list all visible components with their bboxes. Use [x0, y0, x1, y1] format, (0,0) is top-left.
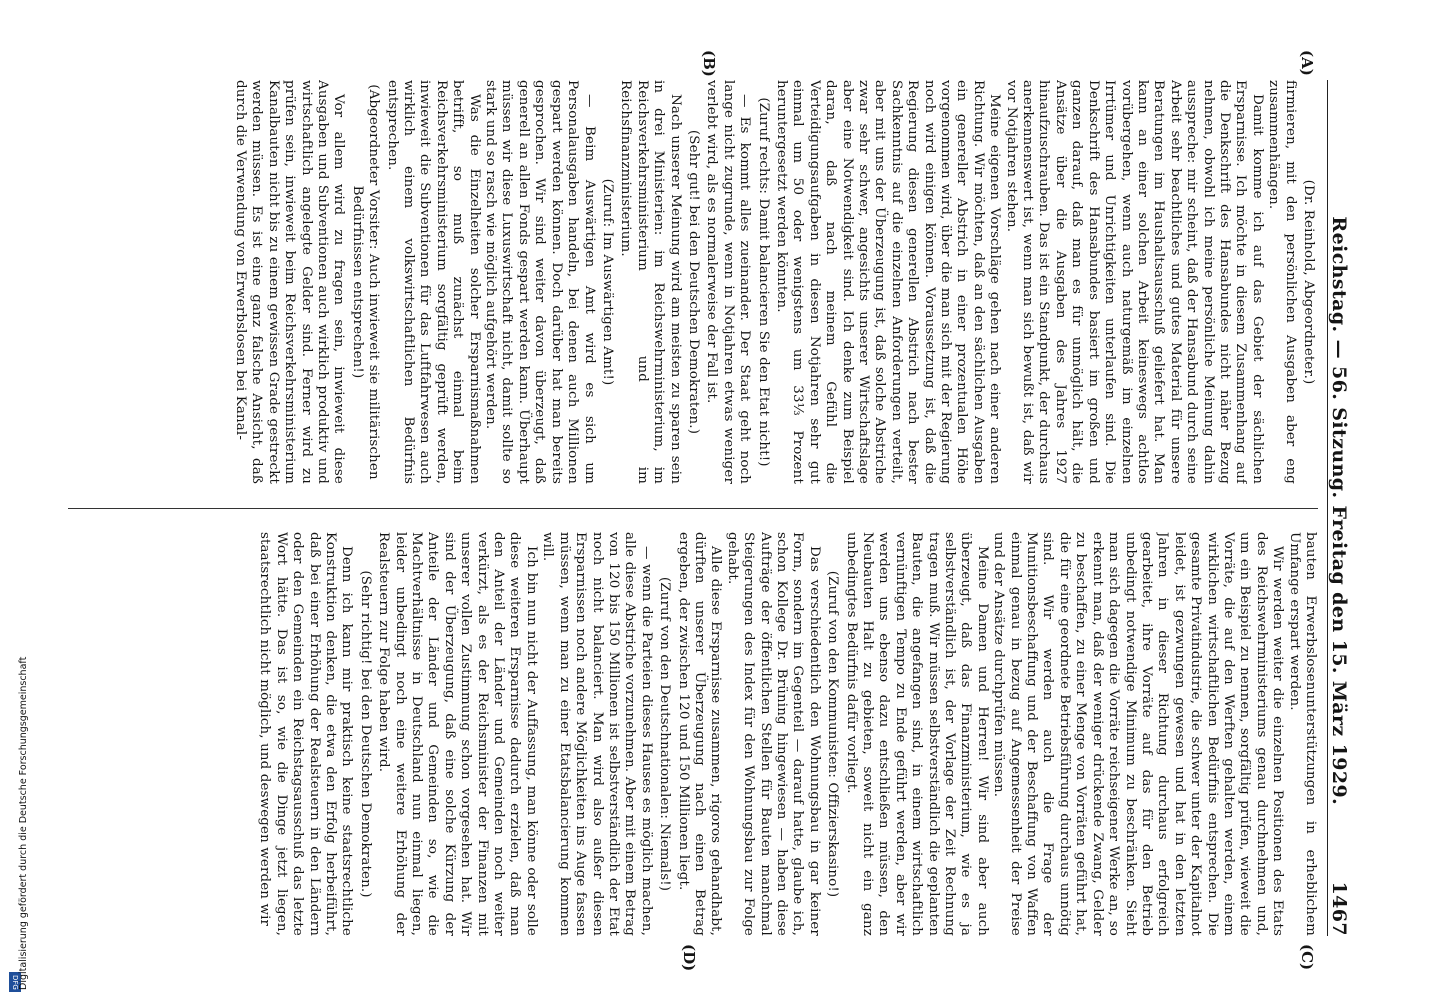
interjection: (Zuruf von den Deutschnationalen: Niemals!): [657, 576, 673, 892]
paragraph: — Beim Auswärtigen Amt wird es sich um Personalausgaben handeln, bei denen auch Millionen gespart werden können. Doch darüber hat man bereits gesprochen. Wir sind weiter davon überzeugt, daß generell an allen Fonds gespart werden kann. Überhaupt müssen wir diese Luxuswirtschaft nicht, damit sollte so stark und so rasch wie möglich aufgehört werden.: [483, 80, 597, 484]
margin-mark-c: (C): [1298, 944, 1316, 971]
page-title: Reichstag. — 56. Sitzung. Freitag den 15. März 1929.: [1328, 216, 1350, 806]
interjection: (Sehr gut! bei den Deutschen Demokraten.): [685, 129, 701, 435]
credit-text: Digitalisierung gefördert durch die Deutsche Forschungsgemeinschaft: [18, 656, 29, 990]
paragraph: Denn ich kann mir praktisch keine staatsrechtliche Konstruktion denken, die etwa den Erfolg herbeiführt, daß bei einer Erhöhung der Realsteuern in den Ländern oder den Gemeinden ein Reichstagsausschuß das letzte Wort hätte. Das ist so, wie die Dinge jetzt liegen, staatsrechtlich nicht möglich, und deswegen werden wir: [257, 532, 355, 936]
paragraph: bauten Erwerbslosenunterstützungen in erheblichem Umfange erspart werden.: [1286, 532, 1318, 936]
margin-mark-a: (A): [1298, 50, 1316, 76]
interjection: (Abgeordneter Vorsiter: Auch inwieweit sie militärischen Bedürfnissen entsprechen!): [349, 84, 382, 480]
paragraph: Was die Einzelheiten solcher Ersparnismaßnahmen betrifft, so muß zunächst einmal beim Reichsverkehrsministerium sorgfältig geprüft werden, inwieweit die Subventionen für das Luftfahrwesen auch wirklich einem volkswirtschaftlichen Bedürfnis entsprechen.: [384, 80, 482, 484]
paragraph: firmieren, mit den persönlichen Ausgaben aber eng zusammenhängen.: [1266, 80, 1298, 484]
column-divider: [68, 508, 1318, 509]
paragraph: Wir werden weiter die einzelnen Positionen des Etats des Reichswehrministeriums genau durchnehmen und, um ein Beispiel zu nennen, sorgfältig prüfen, wieweit die Vorräte, die auf den Werften gehalten werden, einem wirklichen wirtschaftlichen Bedürfnis entsprechen. Die gesamte Privatindustrie, die schwer unter der Kapitalnot leidet, ist gezwungen gewesen und hat in den letzten Jahren in dieser Richtung durchaus erfolgreich gearbeitet, ihre Vorräte auf das für den Betrieb unbedingt notwendige Minimum zu beschränken. Sieht man sich dagegen die Vorräte reichseigener Werke an, so erkennt man, daß der weniger drückende Zwang, Gelder zu beschaffen, zu einer Menge von Vorräten geführt hat, die für eine geordnete Betriebsführung durchaus unnötig sind. Wir werden auch die Frage der Munitionsbeschaffung und der Beschaffung von Waffen einmal genau in bezug auf Angemessenheit der Preise und der Ansätze durchprüfen müssen.: [991, 532, 1286, 936]
left-column: [68, 80, 1318, 484]
right-column: [68, 532, 1318, 936]
interjection: (Zuruf: Im Auswärtigen Amt!): [599, 178, 615, 386]
paragraph: — Es kommt alles zueinander. Der Staat geht noch lange nicht zugrunde, wenn in Notjahren etwas weniger verlebt wird, als es normalerweise der Fall ist.: [704, 80, 753, 484]
paragraph: Alle diese Ersparnisse zusammen, rigoros gehandhabt, dürften unserer Überzeugung nach einen Betrag ergeben, der zwischen 120 und 150 Millionen liegt.: [675, 532, 724, 936]
paragraph: Damit komme ich auf das Gebiet der sächlichen Ersparnisse. Ich möchte in diesem Zusammenhang auf die Denkschrift des Hansabundes nicht näher Bezug nehmen, obwohl ich meine persönliche Meinung dahin ausspreche: mir scheint, daß der Hansabund durch seine Arbeit sehr beachtliches und gutes Material für unsere Beratungen im Haushaltsausschuß geliefert hat. Man kann an einer solchen Arbeit keineswegs achtlos vorübergehen, wenn auch naturgemäß im einzelnen Irrtümer und Unrichtigkeiten unterlaufen sind. Die Denkschrift des Hansabundes basiert im großen und ganzen darauf, daß man es für unmöglich hält, die Ansätze über die Ausgaben des Jahres 1927 hinaufzuschrauben. Das ist ein Standpunkt, der durchaus anerkennenswert ist, wenn man sich bewußt ist, daß wir vor Notjahren stehen.: [1003, 80, 1265, 484]
margin-mark-d: (D): [680, 944, 698, 972]
paragraph: Das verschiedentlich den Wohnungsbau in gar keiner Form, sondern im Gegenteil — darauf hatte, glaube ich, schon Kollege Dr. Brüning hingewiesen — haben diese Aufträge der öffentlichen Stellen für Bauten manchmal Steigerungen des Index für den Wohnungsbau zur Folge gehabt.: [724, 532, 822, 936]
interjection: (Zuruf rechts: Damit balancieren Sie den Etat nicht!): [755, 97, 771, 467]
dfg-logo-icon: DFG: [9, 972, 21, 992]
margin-mark-b: (B): [700, 50, 718, 77]
paragraph: Meine eigenen Vorschläge gehen nach einer anderen Richtung. Wir möchten, daß an den sächlichen Ausgaben ein genereller Abstrich in einer prozentualen Höhe vorgenommen wird, über die man sich mit der Regierung noch wird einigen können. Voraussetzung ist, daß die Regierung diesen generellen Abstrich nach bester Sachkenntnis auf die einzelnen Anforderungen verteilt, aber mit uns der Überzeugung ist, daß solche Abstriche zwar sehr schwer, angesichts unserer Wirtschaftslage aber eine Notwendigkeit sind. Ich denke zum Beispiel daran, daß nach meinem Gefühl die Verteidigungsaufgaben in diesen Notjahren sehr gut einmal um 50 oder wenigstens um 33⅓ Prozent heruntergesetzt werden könnten.: [774, 80, 1003, 484]
paragraph: — wenn die Parteien dieses Hauses es möglich machen, alle diese Abstriche vorzunehmen. Aber mit einem Betrag von 120 bis 150 Millionen ist selbstverständlich der Etat noch nicht balanciert. Man wird also außer diesen Ersparnissen noch andere Möglichkeiten ins Auge fassen müssen, wenn man zu einer Etatsbalancierung kommen will.: [540, 532, 654, 936]
paragraph: Nach unserer Meinung wird am meisten zu sparen sein in drei Ministerien: im Reichswehrministerium, im Reichsverkehrsministerium und im Reichsfinanzministerium.: [618, 80, 683, 484]
paragraph: Vor allem wird zu fragen sein, inwieweit diese Ausgaben und Subventionen auch wirklich produktiv und wirtschaftlich angelegte Gelder sind. Ferner wird zu prüfen sein, inwieweit beim Reichsverkehrsministerium Kanalbauten nicht bis zu einem gewissen Grade gestreckt werden müssen. Es ist eine ganz falsche Ansicht, daß durch die Verwendung von Erwerbslosen bei Kanal-: [233, 80, 347, 484]
interjection: (Zuruf von den Kommunisten: Offizierskasino!): [825, 570, 841, 898]
interjection: (Sehr richtig! bei den Deutschen Demokraten.): [357, 570, 373, 898]
speaker-line: (Dr. Reinhold, Abgeordneter.): [1301, 179, 1316, 385]
page-number: 1467: [1328, 881, 1350, 936]
paragraph: Meine Damen und Herren! Wir sind aber auch überzeugt, daß das Finanzministerium, wie es ja selbstverständlich ist, der Vorlage der Zeit Rechnung tragen muß. Wir müssen selbstverständlich die geplanten Bauten, die angefangen sind, in einem wirtschaftlich vernünftigen Tempo zu Ende geführt werden, aber wir werden uns ebenso dazu entschließen müssen, den Neubauten Halt zu gebieten, soweit nicht ein ganz unbedingtes Bedürfnis dafür vorliegt.: [843, 532, 990, 936]
page-header: [1327, 80, 1358, 936]
paragraph: Ich bin nun nicht der Auffassung, man könne oder solle diese weiteren Ersparnisse dadurch erzielen, daß man den Anteil der Länder und Gemeinden noch weiter verkürzt, als es der Reichsminister der Finanzen mit unserer vollen Zustimmung schon vorgesehen hat. Wir sind der Überzeugung, daß eine solche Kürzung der Anteile der Länder und Gemeinden so, wie die Machtverhältnisse in Deutschland nun einmal liegen, leider unbedingt noch eine weitere Erhöhung der Realsteuern zur Folge haben wird.: [376, 532, 539, 936]
